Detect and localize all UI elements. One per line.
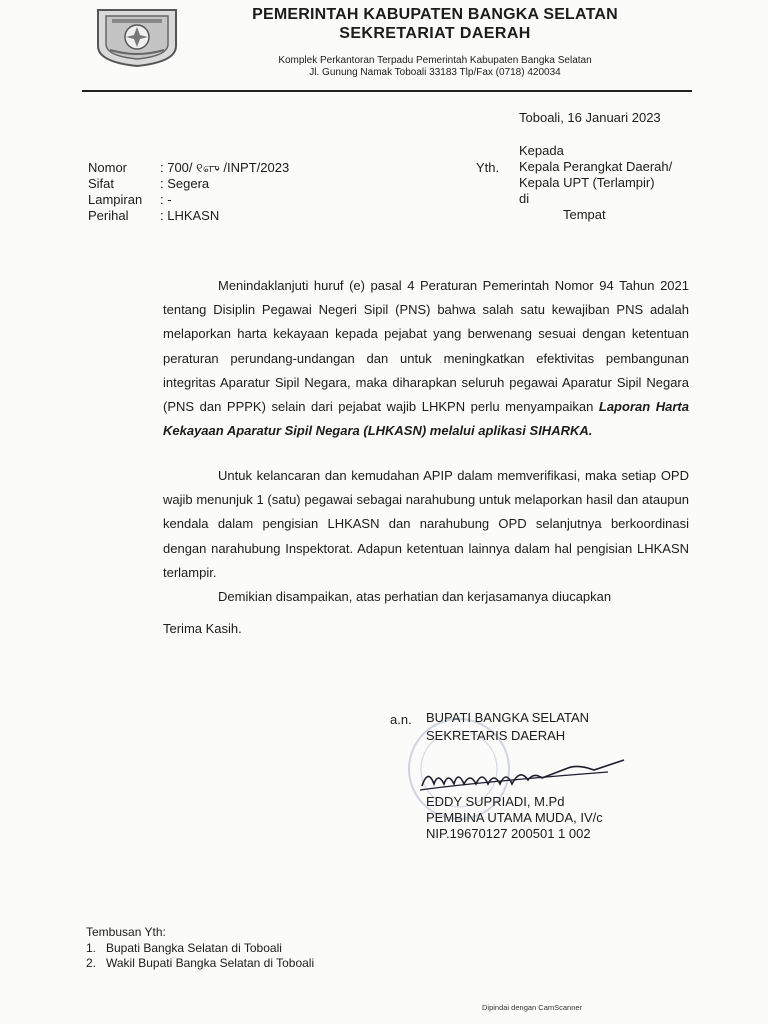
list-item-text: Bupati Bangka Selatan di Toboali xyxy=(106,940,282,955)
list-item-number: 2. xyxy=(86,956,97,970)
letter-meta xyxy=(88,160,289,224)
meta-value: : - xyxy=(160,192,172,207)
meta-row-nomor xyxy=(88,160,289,176)
meta-label: Lampiran xyxy=(88,192,143,207)
meta-label: Sifat xyxy=(88,176,115,191)
body-paragraph-1 xyxy=(163,274,689,443)
recipient-block xyxy=(519,143,672,223)
scanner-watermark: Dipindai dengan CamScanner xyxy=(482,1003,583,1012)
body-paragraph-1-emphasis: Laporan Harta Kekayaan Aparatur Sipil Negara (LHKASN) melalui aplikasi SIHARKA. xyxy=(163,399,689,439)
signatory-rank: PEMBINA UTAMA MUDA, IV/c xyxy=(426,810,603,825)
list-item-number: 1. xyxy=(86,940,97,955)
header-address-line1: Komplek Perkantoran Terpadu Pemerintah Kabupaten Bangka Selatan xyxy=(278,55,592,66)
header-title-regency: PEMERINTAH KABUPATEN BANGKA SELATAN xyxy=(252,6,618,23)
header-divider xyxy=(82,90,692,92)
meta-row-perihal xyxy=(88,208,289,224)
letter-date: Toboali, 16 Januari 2023 xyxy=(519,110,661,125)
meta-value: : Segera xyxy=(160,176,210,191)
meta-value: : LHKASN xyxy=(160,208,220,223)
handwritten-signature xyxy=(418,750,628,800)
signature-title1: BUPATI BANGKA SELATAN xyxy=(426,710,590,725)
header-title-secretariat: SEKRETARIAT DAERAH xyxy=(339,25,531,42)
recipient-line1: Kepala Perangkat Daerah/ xyxy=(519,159,673,174)
recipient-kepada: Kepada xyxy=(519,143,564,158)
body-paragraph-1-text: Menindaklanjuti huruf (e) pasal 4 Peraturan Pemerintah Nomor 94 Tahun 2021 tentang Disiplin Pegawai Negeri Sipil (PNS) bahwa salah satu kewajiban PNS adalah melaporkan harta kekayaan kepada pejabat yang berwenang sesuai dengan ketentuan peraturan perundang-undangan dan untuk meningkatkan efektivitas pembangunan integritas Aparatur Sipil Negara, maka diharapkan seluruh pegawai Aparatur Sipil Negara (PNS dan PPPK) selain dari pejabat wajib LHKPN perlu menyampaikan xyxy=(163,278,689,415)
header-address-line2: Jl. Gunung Namak Toboali 33183 Tlp/Fax (0718) 420034 xyxy=(309,67,561,78)
list-item-text: Wakil Bupati Bangka Selatan di Toboali xyxy=(106,956,315,970)
recipient-yth: Yth. xyxy=(476,160,500,175)
signatory-nip: NIP.19670127 200501 1 002 xyxy=(426,826,591,841)
list-item xyxy=(86,956,314,972)
carbon-copy-list xyxy=(86,925,314,972)
body-paragraph-2-text: Untuk kelancaran dan kemudahan APIP dalam memverifikasi, maka setiap OPD wajib menunjuk 1 (satu) pegawai sebagai narahubung untuk melaporkan hasil dan ataupun kendala dalam pengisian LHKASN dan narahubung OPD selanjutnya berkoordinasi dengan narahubung Inspektorat. Adapun ketentuan lainnya dalam hal pengisian LHKASN terlampir. xyxy=(163,468,689,580)
carbon-copy-title: Tembusan Yth: xyxy=(86,925,166,939)
recipient-line2: Kepala UPT (Terlampir) xyxy=(519,175,655,190)
recipient-di: di xyxy=(519,191,530,206)
meta-row-lampiran xyxy=(88,192,289,208)
meta-label: Nomor xyxy=(88,160,128,175)
coat-of-arms-logo xyxy=(94,6,180,68)
recipient-tempat: Tempat xyxy=(563,207,606,222)
signatory-name: EDDY SUPRIADI, M.Pd xyxy=(426,794,565,809)
meta-label: Perihal xyxy=(88,208,129,223)
signature-title2: SEKRETARIS DAERAH xyxy=(426,728,566,743)
signature-an: a.n. xyxy=(390,712,412,727)
list-item xyxy=(86,941,314,957)
body-paragraph-2 xyxy=(163,464,689,585)
body-paragraph-3 xyxy=(163,585,689,609)
body-paragraph-4: Terima Kasih. xyxy=(163,621,242,636)
body-paragraph-3-text: Demikian disampaikan, atas perhatian dan kerjasamanya diucapkan xyxy=(218,589,612,604)
meta-row-sifat xyxy=(88,176,289,192)
meta-value: : 700/ ୧எு /INPT/2023 xyxy=(160,160,290,175)
